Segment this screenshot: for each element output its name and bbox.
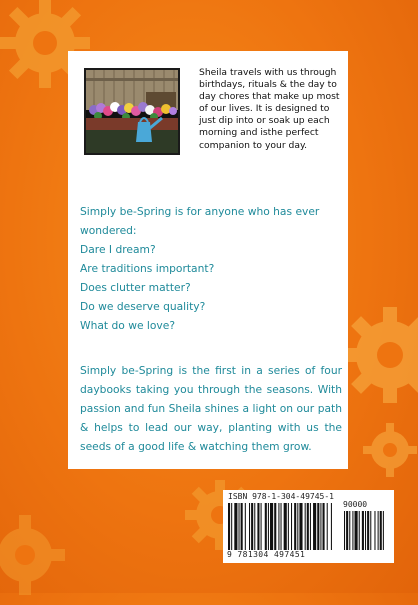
barcode-bar [228,503,230,550]
barcode-bar [268,503,269,550]
barcode-bar [257,503,259,550]
garden-photo [84,68,180,155]
barcode-bar [305,503,306,550]
question-item: Does clutter matter? [80,281,191,294]
barcode-bar [370,511,371,550]
back-cover-text-panel [68,51,348,469]
isbn-label: ISBN 978-1-304-49745-1 [228,492,334,501]
price-code: 90000 [343,500,368,509]
lead-section [80,202,342,335]
intro-paragraph [199,67,343,152]
question-list [80,240,342,335]
barcode-bar [313,503,316,550]
barcode-bar [241,503,243,550]
barcode-bar [231,503,232,550]
barcode-bar [378,511,379,550]
question-item: Are traditions important? [80,262,215,275]
description-text: Simply be-Spring is the first in a series of four daybooks taking you through the seasons. With passion and fun Sheila shines a light on our path & helps to lead our way, planting with us the seeds of a good life & watching them grow. [80,364,342,453]
barcode-bar [320,503,321,550]
barcode-bar [359,511,360,550]
isbn-barcode [223,490,394,563]
barcode-bar [367,511,369,550]
barcode-bar [352,511,353,550]
barcode-bar [245,503,246,550]
gear-icon-bottom-left [0,505,75,605]
barcode-bar [307,503,309,550]
gear-icon-bottom-right [355,415,418,485]
barcode-bar [288,503,289,550]
barcode-bar [291,503,292,550]
barcode-bar [294,503,296,550]
barcode-bar [327,503,328,550]
barcode-bar [383,511,384,550]
barcode-bar [234,503,237,550]
question-item: Do we deserve quality? [80,300,206,313]
barcode-bar [261,503,262,550]
barcode-number: 9 781304 497451 [227,550,306,559]
barcode-bar [349,511,350,550]
barcode-bar [284,503,287,550]
lead-text: Simply be-Spring is for anyone who has ever wondered: [80,205,320,237]
barcode-bar [249,503,250,550]
barcode-bar [310,503,311,550]
barcode-bar [254,503,255,550]
question-item: Dare I dream? [80,243,156,256]
barcode-bar [251,503,253,550]
barcode-bar [323,503,325,550]
barcode-bar [344,511,345,550]
barcode-bar [274,503,276,550]
barcode-bar [299,503,302,550]
description-section [80,361,342,456]
barcode-bar [380,511,382,550]
barcode-bar [331,503,332,550]
barcode-bar [317,503,319,550]
barcode-bar [239,503,240,550]
barcode-bar [281,503,282,550]
question-item: What do we love? [80,319,175,332]
intro-text: Sheila travels with us through birthdays, rituals & the day to day chores that make up most of our lives. It is designed to just dip into or soak up each morning and isthe perfect companion to your day. [199,67,340,151]
barcode-bar [365,511,366,550]
barcode-bar [362,511,364,550]
barcode-bar [278,503,279,550]
barcode-bar [374,511,375,550]
barcode-bar [297,503,298,550]
barcode-bar [346,511,348,550]
barcode-bar [265,503,267,550]
barcode-bars [228,503,390,550]
barcode-bar [270,503,273,550]
barcode-bar [355,511,358,550]
